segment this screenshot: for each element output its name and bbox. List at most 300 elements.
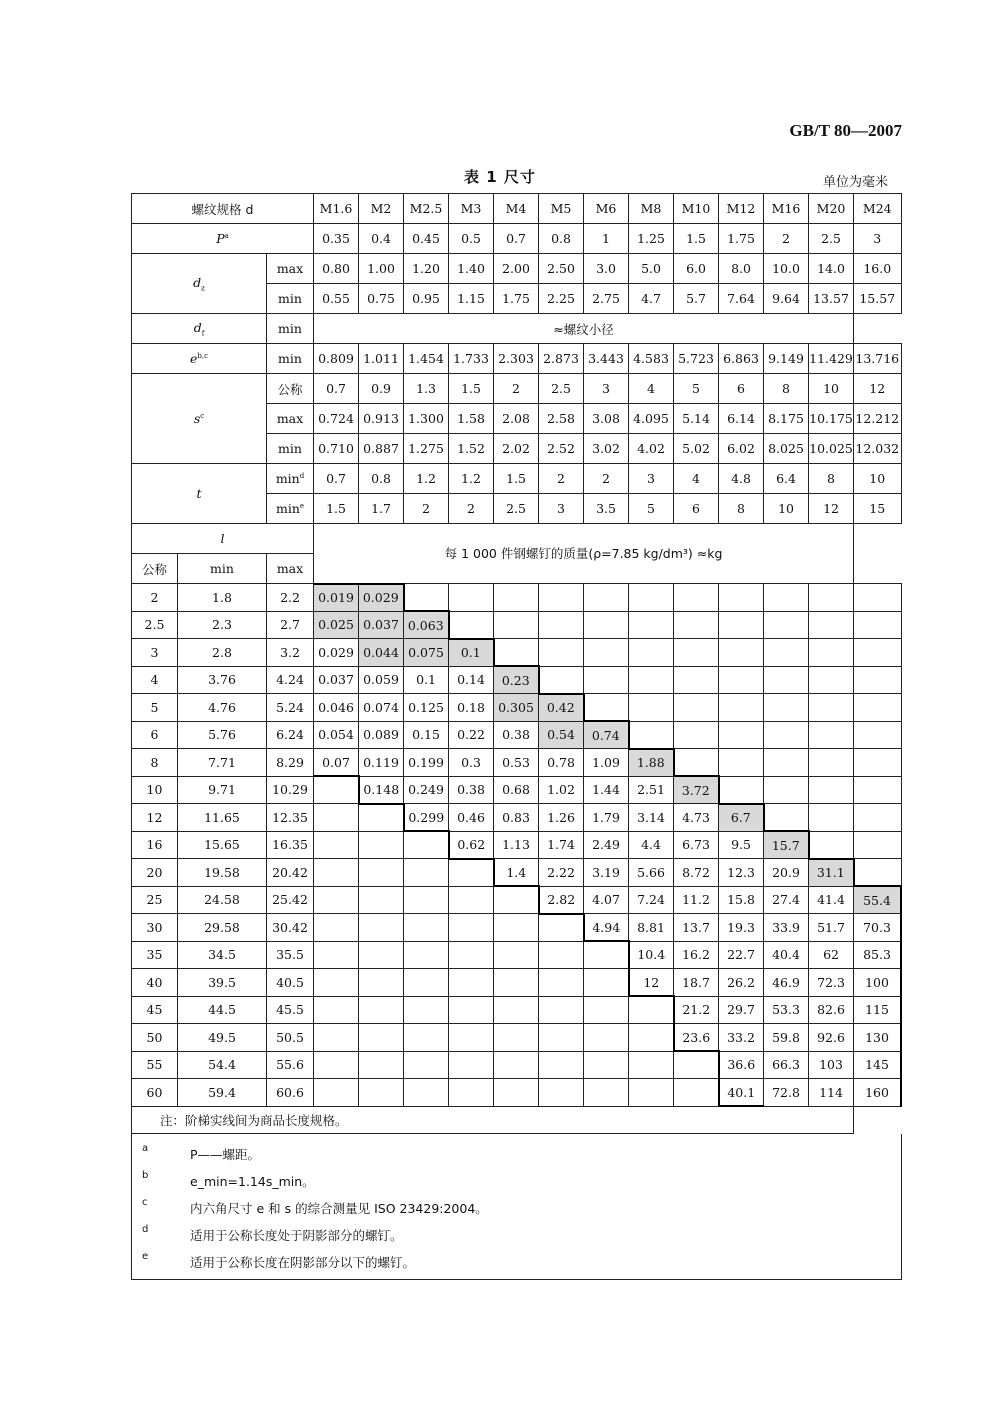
empty-mass-cell	[539, 996, 584, 1024]
empty-mass-cell	[404, 859, 449, 887]
mass-cell: 2.22	[539, 859, 584, 887]
pitch-cell: 2.5	[809, 224, 854, 254]
empty-mass-cell	[584, 639, 629, 667]
empty-mass-cell	[404, 941, 449, 969]
empty-mass-cell	[809, 804, 854, 832]
s-min-cell: 0.887	[359, 434, 404, 464]
length-max-cell: 10.29	[267, 776, 314, 804]
t-min-d-cell: 4	[674, 464, 719, 494]
mass-cell: 0.22	[449, 721, 494, 749]
length-max-cell: 35.5	[267, 941, 314, 969]
mass-cell: 62	[809, 941, 854, 969]
t-min-e-sup: e	[299, 501, 305, 510]
empty-mass-cell	[494, 1079, 539, 1107]
empty-mass-cell	[314, 941, 359, 969]
pitch-cell: 0.7	[494, 224, 539, 254]
length-nom-cell: 40	[132, 969, 178, 997]
dz-max-cell: 1.40	[449, 254, 494, 284]
s-min-cell: 8.025	[764, 434, 809, 464]
mass-row	[132, 721, 902, 749]
mass-row	[132, 584, 902, 612]
empty-mass-cell	[314, 1051, 359, 1079]
mass-cell: 145	[854, 1051, 901, 1079]
mass-cell: 8.81	[629, 914, 674, 942]
mass-cell: 0.059	[359, 666, 404, 694]
empty-mass-cell	[494, 969, 539, 997]
s-min-cell: 10.025	[809, 434, 854, 464]
e-symbol: e	[189, 351, 198, 366]
empty-mass-cell	[854, 749, 901, 777]
mass-cell: 31.1	[809, 859, 854, 887]
mass-cell: 18.7	[674, 969, 719, 997]
mass-cell: 0.029	[314, 639, 359, 667]
l-max-label: max	[267, 554, 314, 584]
mass-cell: 36.6	[719, 1051, 764, 1079]
t-min-d-cell: 4.8	[719, 464, 764, 494]
t-min-e-cell: 3.5	[584, 494, 629, 524]
mass-cell: 0.075	[404, 639, 449, 667]
empty-mass-cell	[854, 639, 901, 667]
empty-mass-cell	[359, 1051, 404, 1079]
empty-mass-cell	[674, 721, 719, 749]
empty-mass-cell	[629, 1024, 674, 1052]
mass-cell: 0.53	[494, 749, 539, 777]
mass-cell: 26.2	[719, 969, 764, 997]
dz-min-cell: 4.7	[629, 284, 674, 314]
mass-cell: 11.2	[674, 886, 719, 914]
mass-cell: 5.66	[629, 859, 674, 887]
mass-cell: 0.54	[539, 721, 584, 749]
mass-cell: 3.14	[629, 804, 674, 832]
empty-mass-cell	[584, 666, 629, 694]
dz-max-cell: 1.00	[359, 254, 404, 284]
empty-mass-cell	[314, 1024, 359, 1052]
dz-max-label: max	[267, 254, 314, 284]
s-nominal-cell: 10	[809, 374, 854, 404]
mass-cell: 8.72	[674, 859, 719, 887]
empty-mass-cell	[764, 611, 809, 639]
footnote-text: e_min=1.14s_min。	[190, 1173, 315, 1189]
mass-cell: 15.8	[719, 886, 764, 914]
empty-mass-cell	[764, 776, 809, 804]
dz-max-cell: 16.0	[854, 254, 901, 284]
empty-mass-cell	[674, 1051, 719, 1079]
mass-row	[132, 859, 902, 887]
s-max-cell: 0.913	[359, 404, 404, 434]
empty-mass-cell	[539, 611, 584, 639]
mass-cell: 0.38	[449, 776, 494, 804]
length-nom-cell: 3	[132, 639, 178, 667]
pitch-cell: 1	[584, 224, 629, 254]
mass-cell: 0.74	[584, 721, 629, 749]
mass-cell: 0.46	[449, 804, 494, 832]
s-max-cell: 2.08	[494, 404, 539, 434]
s-nominal-cell: 0.7	[314, 374, 359, 404]
dz-symbol: d	[193, 274, 202, 290]
mass-cell: 20.9	[764, 859, 809, 887]
s-nominal-cell: 0.9	[359, 374, 404, 404]
mass-cell: 0.037	[314, 666, 359, 694]
s-min-cell: 1.52	[449, 434, 494, 464]
length-max-cell: 30.42	[267, 914, 314, 942]
t-min-e-label	[267, 494, 314, 524]
mass-cell: 16.2	[674, 941, 719, 969]
s-label	[132, 374, 267, 464]
empty-mass-cell	[314, 776, 359, 804]
length-min-cell: 2.3	[178, 611, 267, 639]
empty-mass-cell	[854, 859, 901, 887]
mass-cell: 0.119	[359, 749, 404, 777]
t-min-d-cell: 8	[809, 464, 854, 494]
empty-mass-cell	[809, 776, 854, 804]
s-max-cell: 10.175	[809, 404, 854, 434]
t-min-e-cell: 3	[539, 494, 584, 524]
dz-min-cell: 13.57	[809, 284, 854, 314]
t-min-e-cell: 1.7	[359, 494, 404, 524]
length-max-cell: 55.6	[267, 1051, 314, 1079]
length-nom-cell: 55	[132, 1051, 178, 1079]
mass-cell: 4.94	[584, 914, 629, 942]
empty-mass-cell	[854, 666, 901, 694]
df-symbol: d	[193, 319, 202, 335]
length-max-cell: 60.6	[267, 1079, 314, 1107]
e-min-cell: 1.733	[449, 344, 494, 374]
mass-cell: 0.046	[314, 694, 359, 722]
empty-mass-cell	[404, 969, 449, 997]
empty-mass-cell	[449, 859, 494, 887]
empty-mass-cell	[494, 886, 539, 914]
e-label	[132, 344, 267, 374]
dz-min-cell: 0.75	[359, 284, 404, 314]
spec-section	[132, 194, 902, 584]
t-min-e-cell: 1.5	[314, 494, 359, 524]
mass-row	[132, 914, 902, 942]
empty-mass-cell	[809, 611, 854, 639]
mass-cell: 9.5	[719, 831, 764, 859]
empty-mass-cell	[359, 859, 404, 887]
empty-mass-cell	[449, 914, 494, 942]
empty-mass-cell	[809, 584, 854, 612]
s-nominal-cell: 6	[719, 374, 764, 404]
length-min-cell: 9.71	[178, 776, 267, 804]
footnote-mark: d	[142, 1224, 149, 1235]
empty-mass-cell	[404, 886, 449, 914]
t-min-e-cell: 2.5	[494, 494, 539, 524]
table-note-row	[132, 1106, 902, 1134]
mass-cell: 0.1	[404, 666, 449, 694]
pitch-cell: 2	[764, 224, 809, 254]
mass-cell: 7.24	[629, 886, 674, 914]
empty-mass-cell	[539, 914, 584, 942]
length-max-cell: 45.5	[267, 996, 314, 1024]
dz-max-cell: 2.00	[494, 254, 539, 284]
empty-mass-cell	[314, 996, 359, 1024]
e-min-cell: 2.303	[494, 344, 539, 374]
mass-cell: 29.7	[719, 996, 764, 1024]
length-nom-cell: 12	[132, 804, 178, 832]
length-nom-cell: 10	[132, 776, 178, 804]
s-sup: c	[200, 411, 205, 420]
mass-cell: 85.3	[854, 941, 901, 969]
mass-row	[132, 611, 902, 639]
mass-cell: 0.23	[494, 666, 539, 694]
mass-cell: 1.26	[539, 804, 584, 832]
s-nominal-cell: 5	[674, 374, 719, 404]
s-nominal-label: 公称	[267, 374, 314, 404]
dz-max-cell: 3.0	[584, 254, 629, 284]
empty-mass-cell	[449, 1024, 494, 1052]
t-min-d-cell: 1.2	[404, 464, 449, 494]
mass-cell: 0.14	[449, 666, 494, 694]
mass-cell: 0.42	[539, 694, 584, 722]
pitch-cell: 0.8	[539, 224, 584, 254]
empty-mass-cell	[494, 914, 539, 942]
empty-mass-cell	[674, 1079, 719, 1107]
mass-cell: 40.1	[719, 1079, 764, 1107]
t-min-d-text: min	[275, 471, 300, 486]
dz-max-cell: 0.80	[314, 254, 359, 284]
e-min-cell: 1.454	[404, 344, 449, 374]
size-header-cell: M16	[764, 194, 809, 224]
mass-cell: 0.089	[359, 721, 404, 749]
mass-cell: 23.6	[674, 1024, 719, 1052]
empty-mass-cell	[404, 1051, 449, 1079]
s-min-label: min	[267, 434, 314, 464]
length-min-cell: 4.76	[178, 694, 267, 722]
dz-max-cell: 6.0	[674, 254, 719, 284]
length-min-cell: 19.58	[178, 859, 267, 887]
mass-cell: 13.7	[674, 914, 719, 942]
s-nominal-cell: 2	[494, 374, 539, 404]
empty-mass-cell	[314, 859, 359, 887]
pitch-cell: 0.45	[404, 224, 449, 254]
footnote-mark: c	[142, 1197, 148, 1208]
s-max-cell: 5.14	[674, 404, 719, 434]
s-min-cell: 2.52	[539, 434, 584, 464]
mass-cell: 0.62	[449, 831, 494, 859]
length-max-cell: 12.35	[267, 804, 314, 832]
e-min-cell: 13.716	[854, 344, 901, 374]
mass-cell: 4.4	[629, 831, 674, 859]
empty-mass-cell	[629, 721, 674, 749]
empty-mass-cell	[359, 831, 404, 859]
empty-mass-cell	[314, 969, 359, 997]
length-nom-cell: 50	[132, 1024, 178, 1052]
empty-mass-cell	[359, 804, 404, 832]
s-symbol: s	[193, 411, 201, 426]
mass-row	[132, 694, 902, 722]
empty-mass-cell	[854, 611, 901, 639]
empty-mass-cell	[854, 804, 901, 832]
mass-cell: 0.148	[359, 776, 404, 804]
mass-cell: 1.02	[539, 776, 584, 804]
e-min-label: min	[267, 344, 314, 374]
s-max-cell: 8.175	[764, 404, 809, 434]
empty-mass-cell	[449, 1051, 494, 1079]
empty-mass-cell	[314, 1079, 359, 1107]
empty-mass-cell	[764, 666, 809, 694]
e-sup: b,c	[197, 351, 209, 360]
empty-mass-cell	[359, 969, 404, 997]
mass-cell: 0.07	[314, 749, 359, 777]
dz-max-cell: 5.0	[629, 254, 674, 284]
dz-label	[132, 254, 267, 314]
pitch-cell: 0.35	[314, 224, 359, 254]
length-min-cell: 3.76	[178, 666, 267, 694]
s-min-cell: 6.02	[719, 434, 764, 464]
length-nom-cell: 45	[132, 996, 178, 1024]
mass-cell: 114	[809, 1079, 854, 1107]
dz-max-cell: 14.0	[809, 254, 854, 284]
mass-cell: 82.6	[809, 996, 854, 1024]
empty-mass-cell	[359, 1024, 404, 1052]
t-min-d-cell: 0.7	[314, 464, 359, 494]
length-max-cell: 4.24	[267, 666, 314, 694]
pitch-cell: 0.5	[449, 224, 494, 254]
length-nom-cell: 2	[132, 584, 178, 612]
footnote-a	[132, 1140, 901, 1167]
l-nominal-label: 公称	[132, 554, 178, 584]
mass-cell: 0.025	[314, 611, 359, 639]
mass-section	[132, 584, 902, 1107]
empty-mass-cell	[674, 611, 719, 639]
empty-mass-cell	[449, 941, 494, 969]
mass-cell: 15.7	[764, 831, 809, 859]
empty-mass-cell	[764, 749, 809, 777]
empty-mass-cell	[449, 969, 494, 997]
pitch-sup: a	[224, 231, 229, 240]
size-header-cell: M12	[719, 194, 764, 224]
length-max-cell: 50.5	[267, 1024, 314, 1052]
mass-cell: 22.7	[719, 941, 764, 969]
table-note: 注：阶梯实线间为商品长度规格。	[132, 1106, 854, 1134]
s-nominal-cell: 4	[629, 374, 674, 404]
empty-mass-cell	[449, 584, 494, 612]
empty-mass-cell	[809, 694, 854, 722]
t-min-d-cell: 3	[629, 464, 674, 494]
empty-mass-cell	[629, 584, 674, 612]
mass-cell: 0.78	[539, 749, 584, 777]
t-min-d-cell: 0.8	[359, 464, 404, 494]
empty-mass-cell	[494, 996, 539, 1024]
df-row	[132, 314, 902, 344]
empty-mass-cell	[404, 1079, 449, 1107]
mass-cell: 53.3	[764, 996, 809, 1024]
s-nominal-cell: 1.3	[404, 374, 449, 404]
pitch-row	[132, 224, 902, 254]
mass-cell: 1.44	[584, 776, 629, 804]
t-min-e-cell: 2	[449, 494, 494, 524]
empty-mass-cell	[674, 694, 719, 722]
t-min-d-label	[267, 464, 314, 494]
mass-cell: 3.19	[584, 859, 629, 887]
footnote-mark: b	[142, 1170, 149, 1181]
dz-max-cell: 8.0	[719, 254, 764, 284]
empty-mass-cell	[584, 694, 629, 722]
empty-mass-cell	[314, 831, 359, 859]
s-min-cell: 3.02	[584, 434, 629, 464]
empty-mass-cell	[719, 749, 764, 777]
empty-mass-cell	[719, 666, 764, 694]
mass-row	[132, 804, 902, 832]
dz-min-cell: 2.25	[539, 284, 584, 314]
empty-mass-cell	[719, 776, 764, 804]
mass-cell: 33.9	[764, 914, 809, 942]
length-max-cell: 25.42	[267, 886, 314, 914]
footnote-text: 适用于公称长度处于阴影部分的螺钉。	[190, 1227, 403, 1243]
footnotes	[131, 1134, 902, 1280]
standard-code: GB/T 80—2007	[789, 121, 902, 140]
empty-mass-cell	[809, 721, 854, 749]
mass-cell: 1.09	[584, 749, 629, 777]
s-max-cell: 0.724	[314, 404, 359, 434]
empty-mass-cell	[764, 694, 809, 722]
length-nom-cell: 35	[132, 941, 178, 969]
s-max-label: max	[267, 404, 314, 434]
mass-cell: 6.73	[674, 831, 719, 859]
mass-cell: 0.199	[404, 749, 449, 777]
s-min-cell: 0.710	[314, 434, 359, 464]
empty-mass-cell	[539, 1079, 584, 1107]
length-nom-cell: 25	[132, 886, 178, 914]
mass-cell: 0.063	[404, 611, 449, 639]
size-header-cell: M8	[629, 194, 674, 224]
empty-mass-cell	[764, 804, 809, 832]
length-max-cell: 20.42	[267, 859, 314, 887]
mass-cell: 0.054	[314, 721, 359, 749]
s-nominal-cell: 1.5	[449, 374, 494, 404]
s-nominal-row	[132, 374, 902, 404]
empty-mass-cell	[494, 611, 539, 639]
t-min-d-cell: 1.5	[494, 464, 539, 494]
e-min-cell: 5.723	[674, 344, 719, 374]
mass-row	[132, 639, 902, 667]
empty-mass-cell	[584, 969, 629, 997]
empty-mass-cell	[719, 584, 764, 612]
size-header-cell: M2	[359, 194, 404, 224]
mass-cell: 2.82	[539, 886, 584, 914]
empty-mass-cell	[539, 1051, 584, 1079]
t-min-d-row	[132, 464, 902, 494]
mass-cell: 0.1	[449, 639, 494, 667]
empty-mass-cell	[629, 1051, 674, 1079]
mass-row	[132, 666, 902, 694]
length-max-cell: 3.2	[267, 639, 314, 667]
mass-row	[132, 886, 902, 914]
length-nom-cell: 5	[132, 694, 178, 722]
t-label	[132, 464, 267, 524]
length-max-cell: 5.24	[267, 694, 314, 722]
length-min-cell: 24.58	[178, 886, 267, 914]
l-label	[132, 524, 314, 554]
length-nom-cell: 30	[132, 914, 178, 942]
empty-mass-cell	[629, 666, 674, 694]
dz-min-cell: 7.64	[719, 284, 764, 314]
e-min-cell: 4.583	[629, 344, 674, 374]
dz-min-cell: 0.55	[314, 284, 359, 314]
empty-mass-cell	[359, 996, 404, 1024]
size-header-cell: M5	[539, 194, 584, 224]
empty-mass-cell	[584, 1051, 629, 1079]
empty-mass-cell	[584, 996, 629, 1024]
s-max-cell: 3.08	[584, 404, 629, 434]
dz-max-row	[132, 254, 902, 284]
empty-mass-cell	[584, 611, 629, 639]
empty-mass-cell	[854, 584, 901, 612]
footnote-mark: a	[142, 1143, 149, 1154]
df-value: ≈螺纹小径	[314, 314, 854, 344]
empty-mass-cell	[449, 886, 494, 914]
